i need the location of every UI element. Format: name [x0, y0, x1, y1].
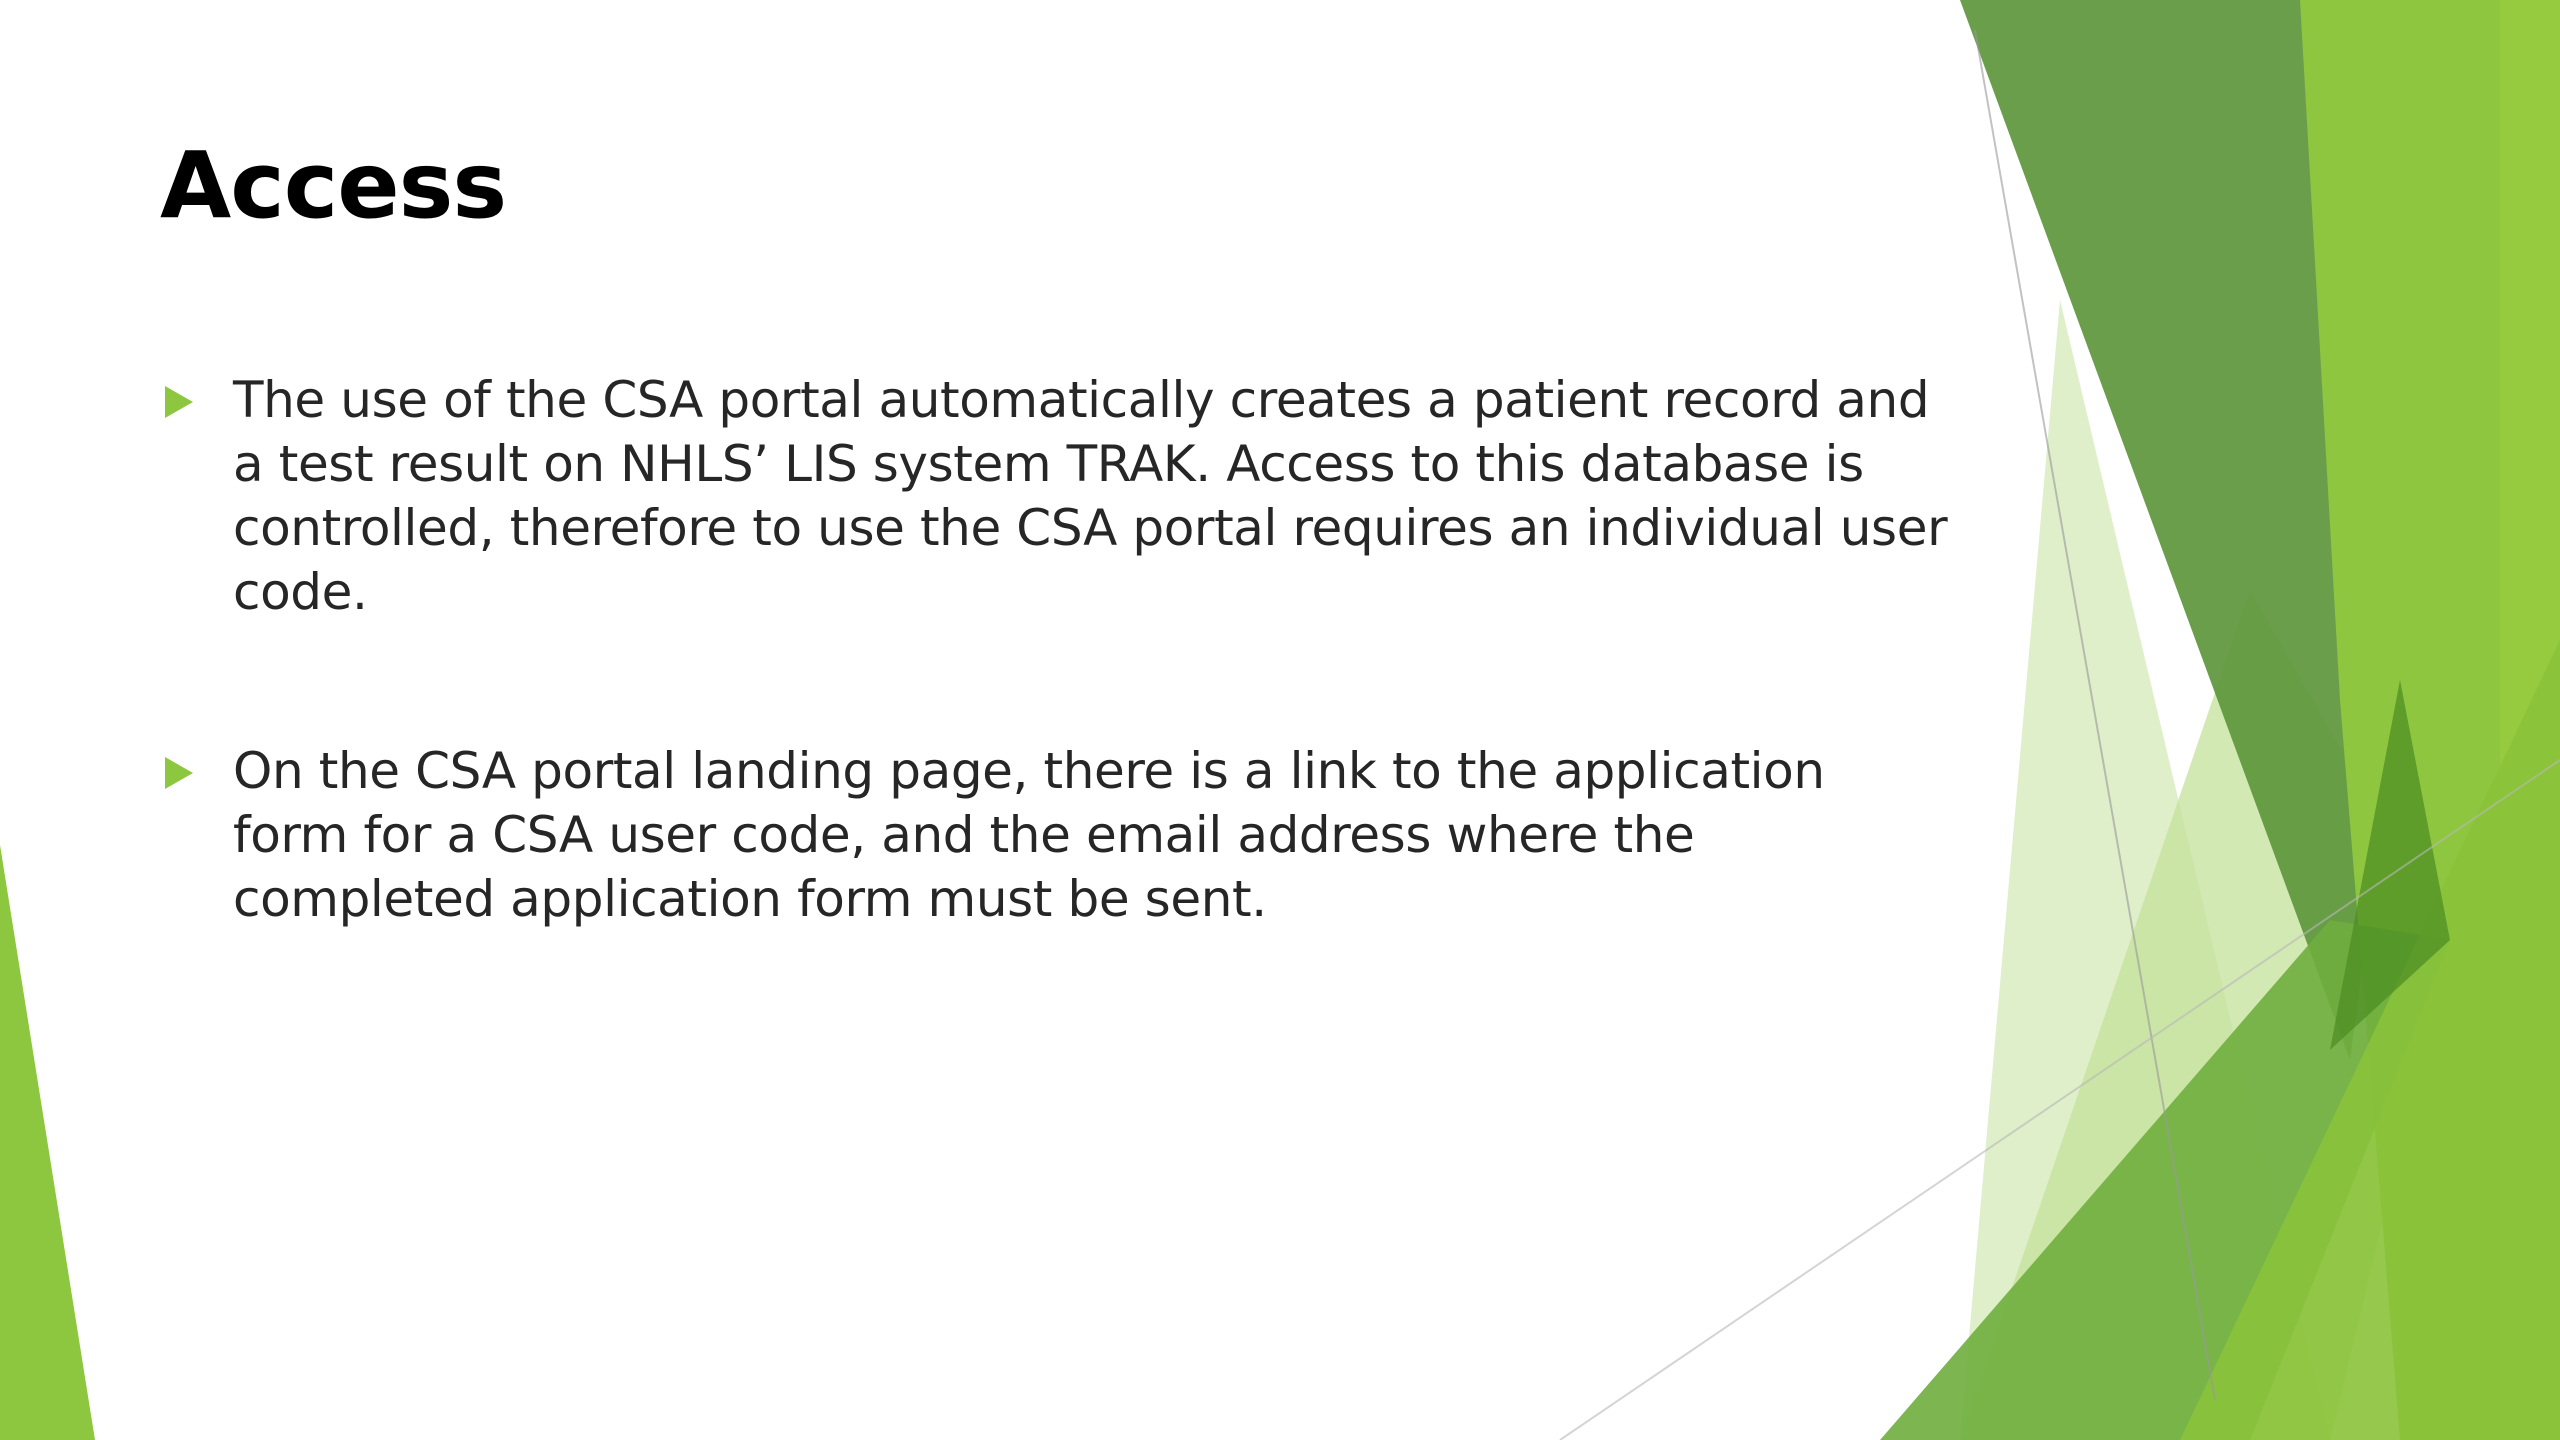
slide-title: Access: [160, 132, 507, 239]
bullet-item: [160, 739, 1950, 931]
triangle-bullet-icon: [165, 757, 193, 789]
bullet-item: [160, 368, 1950, 624]
bullet-text: The use of the CSA portal automatically creates a patient record and a test result on NHLS’ LIS system TRAK. Access to this database is controlled, therefore to use the CSA portal requires an individual user code.: [233, 371, 1948, 621]
bullet-list: [160, 368, 1950, 1046]
left-green-shape: [0, 845, 95, 1440]
triangle-bullet-icon: [165, 386, 193, 418]
bullet-text: On the CSA portal landing page, there is a link to the application form for a CSA user code, and the email address where the completed application form must be sent.: [233, 742, 1825, 928]
